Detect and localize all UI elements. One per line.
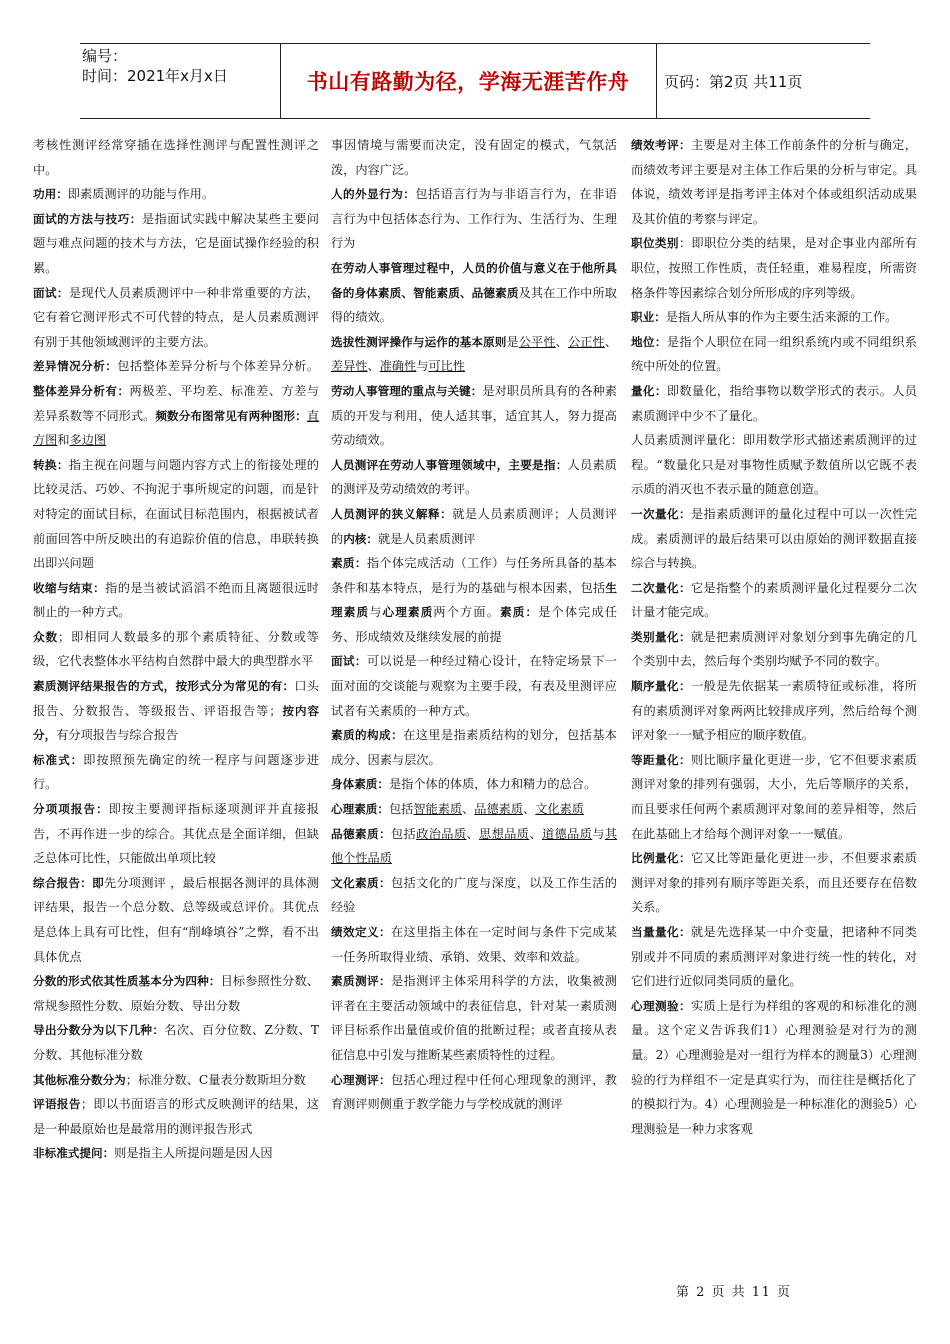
underlined-term: 其他个性品质 — [331, 826, 617, 866]
term-heading: 心理素质 — [382, 605, 434, 620]
term-heading: 绩效考评： — [631, 138, 691, 152]
paragraph-text: 则比顺序量化更进一步，它不但要求素质测评对象的排列有强弱，大小，先后等顺序的关系，而且要求任何两个素质测评对象间的差异相等，然后在此基础上才给每个测评对象一一赋值。 — [631, 752, 917, 841]
underlined-term: 准确性 — [379, 359, 417, 374]
term-heading: 素质的构成： — [331, 728, 404, 743]
term-heading: 选拔性测评操作与运作的基本原则 — [331, 334, 507, 349]
paragraph-text: 指主视在问题与问题内容方式上的衔接处理的比较灵活、巧妙、不拘泥于事所规定的问题，而是针对特定的面试目标，在面试目标范围内，根据被试者前面回答中所反映出的有追踪价值的信息，串联转换出即兴问题 — [33, 457, 319, 571]
term-heading: 众数 — [33, 629, 59, 644]
paragraph-text: 事因情境与需要而决定，没有固定的模式，气氛活泼，内容广泛。 — [331, 138, 617, 177]
paragraph-text: 包括语言行为与非语言行为，在非语言行为中包括体态行为、工作行为、生活行为、生理行为 — [331, 187, 617, 251]
paragraph-text: 即按主要测评指标逐项测评并直接报告，不再作进一步的综合。其优点是全面详细，但缺乏总体可比性，只能做出单项比较 — [33, 802, 319, 866]
underlined-term: 道德品质 — [541, 826, 593, 841]
paragraph-text: 口头报告、分数报告、等级报告、评语报告等； — [33, 679, 319, 718]
paragraph — [331, 797, 617, 822]
term-heading: 面试的方法与技巧： — [33, 211, 142, 226]
term-heading: 生理素质 — [331, 580, 617, 620]
term-heading: 人员测评的狭义解释： — [331, 506, 453, 521]
paragraph — [631, 379, 917, 428]
paragraph-text: 是指素质测评的量化过程中可以一次性完成。素质测评的最后结果可以由原始的测评数据直接综合与转换。 — [631, 506, 917, 571]
paragraph-text: 、 — [604, 334, 617, 349]
paragraph-text: 是指测评主体采用科学的方法，收集被测评者在主要活动领域中的表征信息，针对某一素质测评目标系作出量值或价值的批断过程；或者直接从表征信息中引发与推断某些素质特性的过程。 — [331, 974, 617, 1062]
paragraph — [331, 1068, 617, 1117]
term-heading: 导出分数分为以下几种： — [33, 1023, 165, 1038]
paragraph — [33, 133, 319, 182]
paragraph-text: 是指面试实践中解决某些主要问题与难点问题的技术与方法，它是面试操作经验的积累。 — [33, 211, 319, 275]
paragraph-text: 、 — [466, 826, 480, 841]
term-heading: 差异情况分析： — [33, 359, 118, 374]
term-heading: 素质测评： — [331, 974, 391, 989]
paragraph — [33, 674, 319, 748]
term-heading: 职位类别 — [631, 236, 679, 251]
paragraph-text: 可以说是一种经过精心设计，在特定场景下一面对面的交谈能与观察为主要手段，有表及里测评应试者有关素质的一种方式。 — [331, 654, 617, 718]
paragraph — [33, 969, 319, 1018]
paragraph-text: 指的是当被试滔滔不绝而且离题很远时制止的一种方式。 — [33, 580, 319, 620]
paragraph — [631, 133, 917, 231]
paragraph-text: 与 — [416, 359, 429, 374]
term-heading: 绩效定义： — [331, 925, 391, 939]
paragraph — [33, 182, 319, 207]
header-time-label: 时间：2021年x月x日 — [82, 67, 228, 85]
paragraph — [631, 428, 917, 502]
paragraph — [33, 207, 319, 281]
paragraph-text: 目标参照性分数、常规参照性分数、原始分数、导出分数 — [33, 974, 319, 1013]
term-heading: 素质测评结果报告的方式，按形式分为常见的有： — [33, 679, 295, 694]
paragraph-text: 、 — [523, 802, 536, 817]
paragraph — [33, 748, 319, 797]
header-page-label: 页码：第2页 共11页 — [664, 72, 803, 91]
page-footer: 第 2 页 共 11 页 — [676, 1285, 792, 1300]
paragraph-text: 就是把素质测评对象划分到事先确定的几个类别中去，然后每个类别均赋予不同的数字。 — [631, 629, 917, 669]
term-heading: 标准式： — [33, 752, 84, 767]
paragraph — [331, 649, 617, 723]
paragraph — [33, 1092, 319, 1141]
paragraph-text: 考核性测评经常穿插在选择性测评与配置性测评之中。 — [33, 138, 319, 177]
paragraph-text: 和 — [57, 433, 70, 448]
paragraph-text: 是个体完成任务、形成绩效及继续发展的前提 — [331, 605, 617, 644]
term-heading: 频数分布图常见有两种图形： — [155, 408, 307, 423]
paragraph-text: 它又比等距量化更进一步，不但要求素质测评对象的排列有顺序等距关系，而且还要存在倍数关系。 — [631, 851, 917, 915]
header-meta — [82, 46, 278, 116]
paragraph-text: 是现代人员素质测评中一种非常重要的方法，它有着它测评形式不可代替的特点，是人员素质测评有别于其他领域测评的主要方法。 — [33, 285, 319, 349]
header-number-label: 编号： — [82, 47, 128, 65]
term-heading: 品德素质： — [331, 826, 391, 841]
paragraph-text: 包括心理过程中任何心理现象的测评，教育测评则侧重于教学能力与学校成就的测评 — [331, 1072, 617, 1112]
term-heading: 比例量化： — [631, 851, 691, 866]
term-heading: 心理测评： — [331, 1072, 391, 1087]
paragraph — [33, 1068, 319, 1093]
paragraph-text: 实质上是行为样组的客观的和标准化的测量。这个定义告诉我们1）心理测验是对行为的测量。2）心理测验是对一组行为样本的测量3）心理测验的行为样组不一定是真实行为，而往往是概括化了的模拟行为。4）心理测验是一种标准化的测验5）心理测验是一种力求客观 — [631, 998, 917, 1136]
paragraph-text: 包括 — [388, 802, 414, 817]
paragraph — [631, 846, 917, 920]
paragraph — [33, 797, 319, 871]
term-heading: 文化素质： — [331, 875, 391, 890]
page-header — [80, 43, 870, 119]
underlined-term: 直方图 — [33, 408, 319, 448]
paragraph-text: 是 — [506, 334, 519, 349]
paragraph — [331, 133, 617, 182]
paragraph — [631, 305, 917, 330]
term-heading: 转换： — [33, 457, 69, 472]
term-heading: 心理测验： — [631, 998, 691, 1013]
underlined-term: 文化素质 — [535, 802, 584, 817]
paragraph — [33, 576, 319, 625]
term-heading: 评语报告 — [33, 1097, 81, 1112]
paragraph — [331, 330, 617, 379]
paragraph-text: ；即以书面语言的形式反映测评的结果，这是一种最原始也是最常用的测评报告形式 — [33, 1097, 319, 1136]
term-heading: 等距量化： — [631, 752, 691, 767]
underlined-term: 可比性 — [428, 359, 466, 374]
paragraph — [631, 994, 917, 1142]
paragraph-text: 、 — [555, 334, 568, 349]
paragraph-text: 人员素质的测评及劳动绩效的考评。 — [331, 457, 617, 497]
term-heading: 心理素质： — [331, 802, 389, 817]
paragraph-text: 包括整体差异分析与个体差异分析。 — [117, 359, 319, 374]
paragraph — [33, 1018, 319, 1067]
term-heading: 职业： — [631, 310, 666, 325]
paragraph — [331, 502, 617, 551]
term-heading: 一次量化： — [631, 506, 691, 521]
paragraph-text: 与 — [592, 826, 605, 841]
term-heading: 人员测评在劳动人事管理领域中，主要是指： — [331, 457, 568, 472]
paragraph — [33, 625, 319, 674]
paragraph — [631, 502, 917, 576]
paragraph-text: 指个体完成活动（工作）与任务所具备的基本条件和基本特点，是行为的基础与根本因素，包括 — [331, 556, 617, 595]
paragraph — [331, 182, 617, 256]
underlined-term: 公正性 — [567, 334, 605, 349]
term-heading: 内核： — [343, 531, 378, 546]
paragraph-text: 人员素质测评量化：即用数学形式描述素质测评的过程。“数量化只是对事物性质赋予数值所以它既不表示质的消灭也不表示量的随意创造。 — [631, 433, 917, 497]
paragraph — [33, 1141, 319, 1166]
paragraph-text: 及其在工作中所取得的绩效。 — [331, 285, 617, 325]
text-column-right — [631, 133, 917, 1283]
paragraph — [331, 969, 617, 1067]
paragraph — [631, 625, 917, 674]
paragraph-text: 、 — [367, 359, 380, 374]
paragraph-text: 有分项报告与综合报告 — [56, 728, 179, 743]
paragraph-text: 在这里指主体在一定时间与条件下完成某一任务所取得业绩、承销、效果、效率和效益。 — [331, 925, 617, 964]
paragraph-text: 它是指整个的素质测评量化过程要分二次计量才能完成。 — [631, 580, 917, 620]
paragraph-text: ：即职位分类的结果，是对企事业内部所有职位，按照工作性质，责任轻重，难易程度，所需资格条件等因素综合划分所形成的序列等级。 — [631, 236, 917, 300]
term-heading: 量化： — [631, 383, 667, 398]
term-heading: 分数的形式依其性质基本分为四种： — [33, 974, 221, 989]
paragraph-text: ；即相同人数最多的那个素质特征、分数或等级，它代表整体水平结构自然群中最大的典型群水平 — [33, 629, 319, 669]
term-heading: 顺序量化： — [631, 679, 691, 694]
paragraph — [331, 822, 617, 871]
paragraph — [33, 354, 319, 452]
paragraph-text: 是指个人职位在同一组织系统内或不同组织系统中所处的位置。 — [631, 334, 917, 374]
paragraph — [631, 920, 917, 994]
paragraph-text: 在这里是指素质结构的划分，包括基本成分、因素与层次。 — [331, 728, 617, 767]
paragraph-text: 是指人所从事的作为主要生活来源的工作。 — [665, 310, 898, 325]
header-motto: 书山有路勤为径，学海无涯苦作舟 — [306, 70, 630, 94]
paragraph — [331, 453, 617, 502]
term-heading: 身体素质： — [331, 777, 389, 792]
text-column-middle — [331, 133, 617, 1283]
underlined-term: 智能素质 — [413, 802, 463, 817]
paragraph-text: 是指个体的体质，体力和精力的总合。 — [388, 777, 597, 792]
term-heading: 其他标准分数分为 — [33, 1072, 126, 1087]
term-heading: 在劳动人事管理过程中，人员的价值与意义在于他所具备的身体素质、智能素质、品德素质 — [331, 260, 617, 300]
term-heading: 素质： — [500, 605, 539, 620]
term-heading: 素质： — [331, 556, 367, 571]
paragraph — [331, 551, 617, 649]
term-heading: 面试： — [33, 285, 69, 300]
term-heading: 地位： — [631, 334, 667, 349]
paragraph-text: 即素质测评的功能与作用。 — [67, 187, 215, 202]
paragraph-text: ；标准分数、C量表分数斯坦分数 — [125, 1072, 306, 1087]
paragraph-text: 两极差、平均差、标准差、方差与差异系数等不同形式。 — [33, 383, 319, 423]
term-heading: 类别量化： — [631, 629, 691, 644]
paragraph — [631, 231, 917, 305]
paragraph-text: 名次、百分位数、Z分数、T分数、其他标准分数 — [33, 1023, 319, 1062]
paragraph-text: 即按照预先确定的统一程序与问题逐步进行。 — [33, 752, 319, 792]
term-heading: 劳动人事管理的重点与关键： — [331, 383, 483, 398]
paragraph — [631, 748, 917, 846]
paragraph — [331, 920, 617, 969]
term-heading: 二次量化： — [631, 580, 691, 595]
term-heading: 人的外显行为： — [331, 187, 416, 202]
term-heading: 面试： — [331, 654, 367, 669]
underlined-term: 多边图 — [69, 433, 107, 448]
paragraph-text: 就是先选择某一中介变量，把诸种不同类别或并不同质的素质测评对象进行统一性的转化，对它们进行近似同类同质的量化。 — [631, 925, 917, 989]
paragraph — [631, 674, 917, 748]
paragraph — [331, 772, 617, 797]
paragraph — [33, 453, 319, 576]
term-heading: 当量量化： — [631, 925, 691, 939]
underlined-term: 政治品质 — [416, 826, 467, 841]
term-heading: 功用： — [33, 187, 68, 202]
paragraph-text: 就是人员素质测评 — [377, 531, 476, 546]
paragraph — [331, 379, 617, 453]
paragraph-text: 与 — [369, 605, 383, 620]
paragraph — [33, 281, 319, 355]
term-heading: 按内容分， — [33, 703, 319, 743]
paragraph-text: 先分项测评 ，最后根据各测评的具体测评结果，报告一个总分数、总等级或总评价。其优点是总体上具有可比性，但有“削峰填谷”之弊，看不出具体优点 — [33, 875, 319, 964]
text-column-left — [33, 133, 319, 1283]
paragraph-text: 、 — [462, 802, 475, 817]
term-heading: 综合报告：即 — [33, 875, 104, 890]
paragraph-text: 就是人员素质测评；人员测评的 — [331, 506, 617, 546]
paragraph — [631, 576, 917, 625]
paragraph-text: 一般是先依据某一素质特征或标准，将所有的素质测评对象两两比较排成序列，然后给每个测评对象一一赋予相应的顺序数值。 — [631, 679, 917, 743]
term-heading: 收缩与结束： — [33, 580, 106, 595]
underlined-term: 公平性 — [518, 334, 556, 349]
paragraph-text: 包括 — [390, 826, 417, 841]
term-heading: 分项项报告： — [33, 802, 109, 817]
paragraph — [331, 723, 617, 772]
term-heading: 整体差异分析有： — [33, 383, 130, 398]
paragraph-text: 、 — [529, 826, 542, 841]
paragraph — [331, 256, 617, 330]
paragraph — [331, 871, 617, 920]
paragraph — [631, 330, 917, 379]
paragraph-text: 两个方面。 — [433, 605, 501, 620]
underlined-term: 差异性 — [331, 359, 368, 374]
term-heading: 非标准式提问： — [33, 1146, 115, 1161]
underlined-term: 品德素质 — [474, 802, 524, 817]
paragraph-text: 即数量化，指给事物以数学形式的表示。人员素质测评中少不了量化。 — [631, 383, 917, 423]
header-divider — [656, 44, 657, 118]
paragraph-text: 则是指主人所提问题是因人因 — [114, 1146, 273, 1161]
paragraph-text: 主要是对主体工作前条件的分析与确定，而绩效考评主要是对主体工作后果的分析与审定。具体说，绩效考评是指考评主体对个体或组织活动成果及其价值的考察与评定。 — [631, 138, 917, 226]
paragraph — [33, 871, 319, 969]
paragraph-text: 包括文化的广度与深度，以及工作生活的经验 — [331, 875, 617, 915]
paragraph-text: 是对职员所具有的各种素质的开发与利用，使人适其事，适宜其人，努力提高劳动绩效。 — [331, 383, 617, 448]
underlined-term: 思想品质 — [479, 826, 530, 841]
